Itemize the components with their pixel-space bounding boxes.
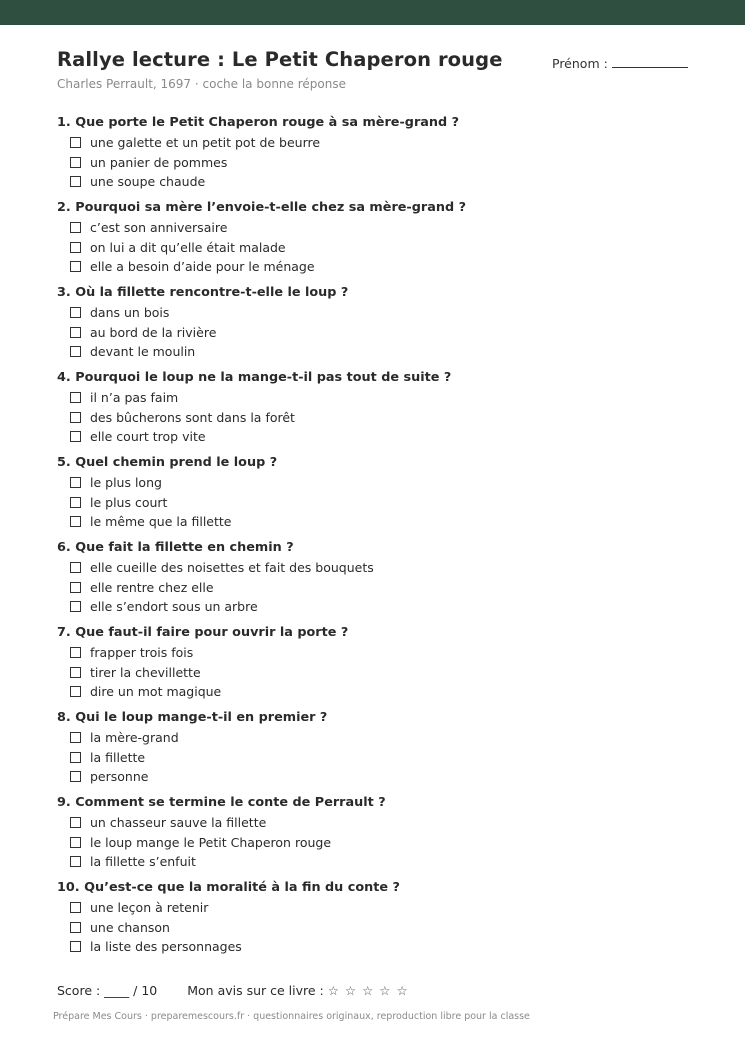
question-6 bbox=[57, 537, 717, 622]
option-label: au bord de la rivière bbox=[90, 324, 217, 340]
answer-option[interactable] bbox=[70, 238, 717, 258]
checkbox[interactable] bbox=[70, 157, 81, 168]
answer-option[interactable] bbox=[70, 918, 717, 938]
option-label: tirer la chevillette bbox=[90, 664, 201, 680]
answer-option[interactable] bbox=[70, 643, 717, 663]
checkbox[interactable] bbox=[70, 412, 81, 423]
checkbox[interactable] bbox=[70, 817, 81, 828]
option-label: elle a besoin d’aide pour le ménage bbox=[90, 259, 315, 275]
name-blank-line[interactable] bbox=[612, 55, 688, 68]
option-label: le même que la fillette bbox=[90, 514, 232, 530]
page-subtitle: Charles Perrault, 1697 · coche la bonne réponse bbox=[57, 77, 346, 91]
answer-option[interactable] bbox=[70, 408, 717, 428]
option-label: une soupe chaude bbox=[90, 174, 206, 190]
answer-option[interactable] bbox=[70, 153, 717, 173]
option-label: la mère-grand bbox=[90, 730, 179, 746]
question-text: 9. Comment se termine le conte de Perrault ? bbox=[57, 795, 386, 810]
question-text: 3. Où la fillette rencontre-t-elle le loup ? bbox=[57, 285, 349, 300]
name-label: Prénom : bbox=[552, 56, 608, 71]
answer-option[interactable] bbox=[70, 257, 717, 277]
question-list bbox=[57, 112, 717, 962]
checkbox[interactable] bbox=[70, 686, 81, 697]
question-7 bbox=[57, 622, 717, 707]
checkbox[interactable] bbox=[70, 392, 81, 403]
footer-credit: Prépare Mes Cours · preparemescours.fr · questionnaires originaux, reproduction libre pour la classe bbox=[53, 1011, 530, 1022]
checkbox[interactable] bbox=[70, 477, 81, 488]
checkbox[interactable] bbox=[70, 902, 81, 913]
answer-option[interactable] bbox=[70, 728, 717, 748]
checkbox[interactable] bbox=[70, 261, 81, 272]
option-label: le plus court bbox=[90, 494, 168, 510]
name-field[interactable] bbox=[552, 55, 688, 71]
option-label: la fillette bbox=[90, 749, 146, 765]
answer-option[interactable] bbox=[70, 578, 717, 598]
checkbox[interactable] bbox=[70, 497, 81, 508]
checkbox[interactable] bbox=[70, 647, 81, 658]
question-2 bbox=[57, 197, 717, 282]
option-label: devant le moulin bbox=[90, 344, 196, 360]
answer-option[interactable] bbox=[70, 833, 717, 853]
checkbox[interactable] bbox=[70, 176, 81, 187]
answer-option[interactable] bbox=[70, 898, 717, 918]
checkbox[interactable] bbox=[70, 307, 81, 318]
score-label[interactable]: Score : ____ / 10 bbox=[57, 983, 158, 998]
answer-option[interactable] bbox=[70, 388, 717, 408]
option-label: elle cueille des noisettes et fait des bouquets bbox=[90, 560, 374, 576]
answer-option[interactable] bbox=[70, 133, 717, 153]
option-label: des bûcherons sont dans la forêt bbox=[90, 409, 295, 425]
star-rating[interactable]: ☆ ☆ ☆ ☆ ☆ bbox=[327, 983, 409, 998]
option-label: dire un mot magique bbox=[90, 684, 222, 700]
option-label: elle rentre chez elle bbox=[90, 579, 214, 595]
answer-option[interactable] bbox=[70, 852, 717, 872]
answer-option[interactable] bbox=[70, 682, 717, 702]
question-9 bbox=[57, 792, 717, 877]
question-text: 6. Que fait la fillette en chemin ? bbox=[57, 540, 294, 555]
checkbox[interactable] bbox=[70, 562, 81, 573]
checkbox[interactable] bbox=[70, 327, 81, 338]
checkbox[interactable] bbox=[70, 667, 81, 678]
question-text: 10. Qu’est-ce que la moralité à la fin du conte ? bbox=[57, 880, 400, 895]
option-label: une galette et un petit pot de beurre bbox=[90, 135, 321, 151]
option-label: dans un bois bbox=[90, 305, 170, 321]
option-label: une leçon à retenir bbox=[90, 900, 209, 916]
answer-option[interactable] bbox=[70, 813, 717, 833]
option-label: le loup mange le Petit Chaperon rouge bbox=[90, 834, 332, 850]
answer-option[interactable] bbox=[70, 767, 717, 787]
answer-option[interactable] bbox=[70, 473, 717, 493]
question-text: 8. Qui le loup mange-t-il en premier ? bbox=[57, 710, 328, 725]
question-10 bbox=[57, 877, 717, 962]
top-banner bbox=[0, 0, 745, 25]
option-label: elle s’endort sous un arbre bbox=[90, 599, 258, 615]
option-label: un panier de pommes bbox=[90, 154, 228, 170]
answer-option[interactable] bbox=[70, 342, 717, 362]
option-label: c’est son anniversaire bbox=[90, 220, 228, 236]
checkbox[interactable] bbox=[70, 601, 81, 612]
checkbox[interactable] bbox=[70, 752, 81, 763]
question-5 bbox=[57, 452, 717, 537]
option-label: personne bbox=[90, 769, 149, 785]
checkbox[interactable] bbox=[70, 771, 81, 782]
option-label: une chanson bbox=[90, 919, 170, 935]
checkbox[interactable] bbox=[70, 941, 81, 952]
question-text: 5. Quel chemin prend le loup ? bbox=[57, 455, 278, 470]
checkbox[interactable] bbox=[70, 222, 81, 233]
question-text: 1. Que porte le Petit Chaperon rouge à sa mère-grand ? bbox=[57, 115, 460, 130]
checkbox[interactable] bbox=[70, 856, 81, 867]
answer-option[interactable] bbox=[70, 218, 717, 238]
checkbox[interactable] bbox=[70, 346, 81, 357]
answer-option[interactable] bbox=[70, 937, 717, 957]
checkbox[interactable] bbox=[70, 242, 81, 253]
question-text: 7. Que faut-il faire pour ouvrir la porte ? bbox=[57, 625, 349, 640]
question-text: 4. Pourquoi le loup ne la mange-t-il pas tout de suite ? bbox=[57, 370, 452, 385]
question-8 bbox=[57, 707, 717, 792]
answer-option[interactable] bbox=[70, 512, 717, 532]
page-title: Rallye lecture : Le Petit Chaperon rouge bbox=[57, 48, 503, 71]
question-1 bbox=[57, 112, 717, 197]
opinion-label: Mon avis sur ce livre : bbox=[187, 983, 324, 998]
answer-option[interactable] bbox=[70, 663, 717, 683]
option-label: frapper trois fois bbox=[90, 645, 194, 661]
option-label: elle court trop vite bbox=[90, 429, 206, 445]
option-label: il n’a pas faim bbox=[90, 390, 179, 406]
answer-option[interactable] bbox=[70, 172, 717, 192]
checkbox[interactable] bbox=[70, 582, 81, 593]
option-label: un chasseur sauve la fillette bbox=[90, 815, 267, 831]
question-text: 2. Pourquoi sa mère l’envoie-t-elle chez sa mère-grand ? bbox=[57, 200, 467, 215]
option-label: le plus long bbox=[90, 475, 162, 491]
option-label: la fillette s’enfuit bbox=[90, 854, 196, 870]
checkbox[interactable] bbox=[70, 732, 81, 743]
checkbox[interactable] bbox=[70, 431, 81, 442]
answer-option[interactable] bbox=[70, 427, 717, 447]
option-label: on lui a dit qu’elle était malade bbox=[90, 239, 286, 255]
option-label: la liste des personnages bbox=[90, 939, 242, 955]
score-row bbox=[57, 983, 409, 998]
question-4 bbox=[57, 367, 717, 452]
answer-option[interactable] bbox=[70, 323, 717, 343]
checkbox[interactable] bbox=[70, 922, 81, 933]
answer-option[interactable] bbox=[70, 748, 717, 768]
checkbox[interactable] bbox=[70, 837, 81, 848]
answer-option[interactable] bbox=[70, 558, 717, 578]
checkbox[interactable] bbox=[70, 137, 81, 148]
checkbox[interactable] bbox=[70, 516, 81, 527]
answer-option[interactable] bbox=[70, 493, 717, 513]
answer-option[interactable] bbox=[70, 303, 717, 323]
answer-option[interactable] bbox=[70, 597, 717, 617]
question-3 bbox=[57, 282, 717, 367]
